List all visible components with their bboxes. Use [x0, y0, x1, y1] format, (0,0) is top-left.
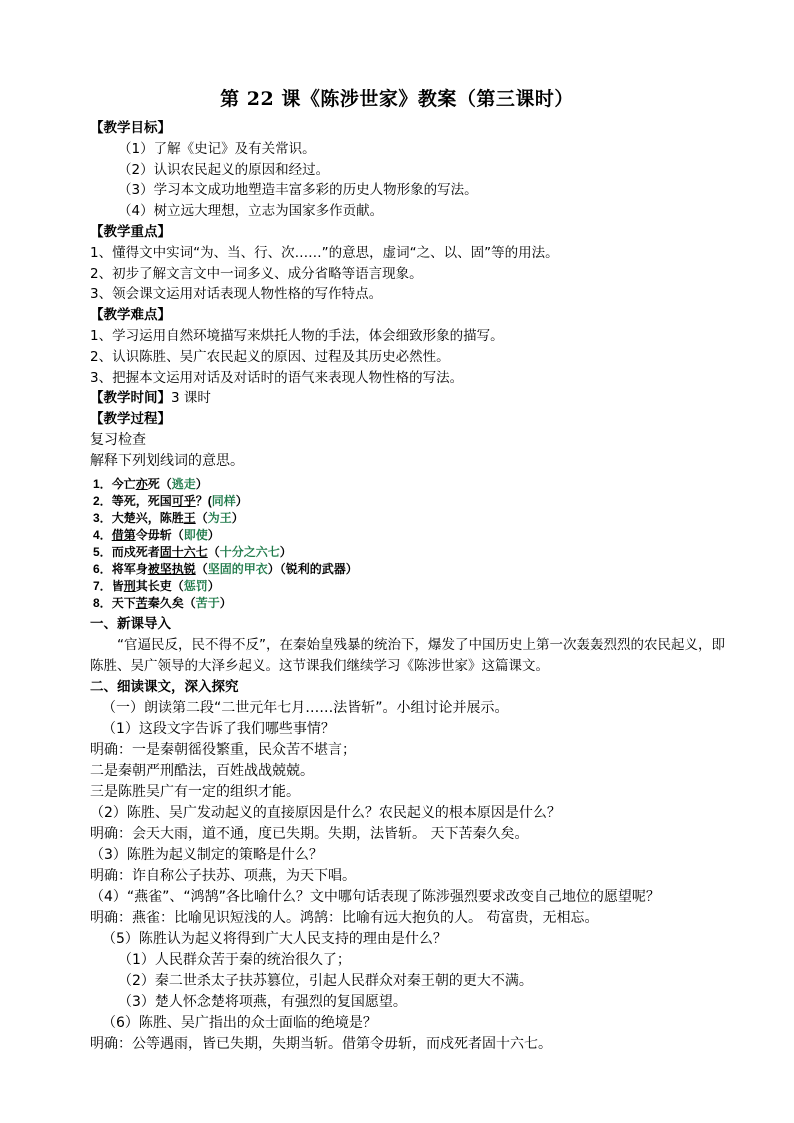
vocab-item: [90, 561, 730, 578]
section2-heading: 二、细读课文，深入探究: [90, 678, 239, 695]
vocab-answer: 十分之六七: [219, 544, 280, 559]
difficulty-item: 3、把握本文运用对话及对话时的语气来表现人物性格的写法。: [90, 369, 464, 386]
section2-line: （3）陈胜为起义制定的策略是什么？: [90, 846, 323, 863]
vocab-text: ）: [231, 510, 244, 525]
vocab-item: [90, 510, 730, 527]
vocab-item: [90, 493, 730, 510]
vocab-text: ？(: [195, 493, 212, 508]
vocab-underlined-word: 王: [183, 510, 196, 525]
section2-line: （6）陈胜、吴广指出的众士面临的绝境是？: [102, 1014, 377, 1031]
section2-line: 明确：公等遇雨，皆已失期，失期当斩。借第令毋斩，而戍死者固十六七。: [90, 1035, 552, 1052]
difficulties-heading: 【教学难点】: [90, 307, 171, 324]
vocab-item: [90, 578, 730, 595]
vocab-answer: 为王: [207, 510, 232, 525]
vocab-item: [90, 527, 730, 544]
section2-line: （5）陈胜认为起义将得到广大人民支持的理由是什么？: [102, 930, 447, 947]
vocab-number: 7．: [93, 578, 112, 593]
section2-line: 明确：燕雀：比喻见识短浅的人。鸿鹄：比喻有远大抱负的人。 苟富贵，无相忘。: [90, 909, 599, 926]
teaching-time-value: 3 课时: [171, 390, 211, 407]
process-heading: 【教学过程】: [90, 411, 171, 428]
vocab-number: 3．: [93, 510, 112, 525]
review-instruction: 解释下列划线词的意思。: [90, 452, 244, 469]
vocab-number: 6．: [93, 561, 112, 576]
objectives-heading: 【教学目标】: [90, 120, 171, 136]
section2-line: 明确：诈自称公子扶苏、项燕，为天下唱。: [90, 867, 356, 884]
difficulty-item: 2、认识陈胜、吴广农民起义的原因、过程及其历史必然性。: [90, 348, 450, 365]
vocab-answer: 苦于: [195, 595, 220, 610]
vocab-text: ）: [279, 544, 292, 559]
difficulty-item: 1、学习运用自然环境描写来烘托人物的手法，体会细致形象的描写。: [90, 327, 504, 344]
vocab-number: 2．: [93, 493, 112, 508]
objective-item: （2）认识农民起义的原因和经过。: [118, 161, 330, 178]
teaching-time-heading: 【教学时间】: [90, 390, 171, 407]
vocab-item: [90, 595, 730, 612]
vocab-underlined-word: 固十六七: [159, 544, 208, 559]
document-body: [90, 118, 730, 1055]
vocab-text: ）: [219, 595, 232, 610]
section2-line: 明确：会天大雨，道不通，度已失期。失期，法皆斩。 天下苦秦久矣。: [90, 825, 529, 842]
section2-line: （一）朗读第二段“二世元年七月……法皆斩”。小组讨论并展示。: [102, 699, 509, 716]
vocab-answer: 惩罚: [183, 578, 208, 593]
vocab-text: 其长吏（: [135, 578, 184, 593]
vocab-underlined-word: 刑: [123, 578, 136, 593]
vocab-number: 1．: [93, 476, 112, 491]
section1-heading: 一、新课导入: [90, 615, 171, 632]
section2-line: （1）这段文字告诉了我们哪些事情？: [102, 720, 335, 737]
vocab-text: 今亡: [111, 476, 136, 491]
vocab-text: ）: [235, 493, 248, 508]
vocab-underlined-word: 被坚执锐: [147, 561, 196, 576]
vocab-text: （: [195, 510, 208, 525]
vocab-number: 8．: [93, 595, 112, 610]
section2-line: （2）秦二世杀太子扶苏篡位，引起人民群众对秦王朝的更大不满。: [118, 972, 533, 989]
vocab-answer: 逃走: [171, 476, 196, 491]
section2-lines: [90, 698, 730, 1055]
vocab-text: 将军身: [111, 561, 148, 576]
section2-line: （3）楚人怀念楚将项燕，有强烈的复国愿望。: [118, 993, 407, 1010]
vocab-text: 秦久矣（: [147, 595, 196, 610]
section2-line: （2）陈胜、吴广发动起义的直接原因是什么？农民起义的根本原因是什么？: [90, 804, 561, 821]
objective-item: （1）了解《史记》及有关常识。: [118, 140, 316, 157]
vocab-text: （: [207, 544, 220, 559]
vocab-answer: 同样: [211, 493, 236, 508]
vocab-number: 5．: [93, 544, 112, 559]
vocab-text: （: [195, 561, 208, 576]
review-title: 复习检查: [90, 431, 146, 448]
vocab-answer: 坚固的甲衣: [207, 561, 268, 576]
vocab-text: 等死，死国: [111, 493, 172, 508]
vocab-text: ）: [207, 527, 220, 542]
vocab-text: 死（: [147, 476, 172, 491]
vocab-number: 4．: [93, 527, 112, 542]
vocab-underlined-word: 苦: [135, 595, 148, 610]
key-point-item: 2、初步了解文言文中一词多义、成分省略等语言现象。: [90, 265, 423, 282]
section2-line: 二是秦朝严刑酷法，百姓战战兢兢。: [90, 762, 314, 779]
vocab-text: 天下: [111, 595, 136, 610]
vocab-text: 令毋斩（: [135, 527, 184, 542]
vocab-text: 大楚兴，陈胜: [111, 510, 184, 525]
vocab-text: 皆: [111, 578, 124, 593]
document-title: 第 22 课《陈涉世家》教案（第三课时）: [220, 88, 574, 110]
vocab-text: ）: [207, 578, 220, 593]
key-point-item: 1、懂得文中实词“为、当、行、次……”的意思，虚词“之、以、固”等的用法。: [90, 244, 559, 261]
vocab-list: [90, 476, 730, 612]
section2-line: （4）“燕雀”、“鸿鹄”各比喻什么？文中哪句话表现了陈涉强烈要求改变自己地位的愿望呢？: [90, 888, 660, 905]
vocab-text: ）（锐利的武器）: [267, 561, 358, 576]
vocab-item: [90, 544, 730, 561]
vocab-text: ）: [195, 476, 208, 491]
vocab-underlined-word: 借第: [111, 527, 136, 542]
key-points-heading: 【教学重点】: [90, 223, 171, 240]
teaching-time: [90, 388, 730, 409]
objective-item: （4）树立远大理想，立志为国家多作贡献。: [118, 203, 384, 220]
vocab-underlined-word: 可乎: [171, 493, 196, 508]
key-point-item: 3、领会课文运用对话表现人物性格的写作特点。: [90, 286, 383, 303]
vocab-text: 而戍死者: [111, 544, 160, 559]
objective-item: （3）学习本文成功地塑造丰富多彩的历史人物形象的写法。: [118, 182, 478, 199]
vocab-answer: 即使: [183, 527, 208, 542]
section2-line: 明确：一是秦朝徭役繁重，民众苦不堪言；: [90, 741, 356, 758]
vocab-underlined-word: 亦: [135, 476, 148, 491]
section2-line: （1）人民群众苦于秦的统治很久了；: [118, 951, 351, 968]
section1-paragraph: “官逼民反，民不得不反”，在秦始皇残暴的统治下，爆发了中国历史上第一次轰轰烈烈的农民起义，即陈胜、吴广领导的大泽乡起义。这节课我们继续学习《陈涉世家》这篇课文。: [90, 636, 725, 674]
section2-line: 三是陈胜吴广有一定的组织才能。: [90, 783, 300, 800]
vocab-item: [90, 476, 730, 493]
